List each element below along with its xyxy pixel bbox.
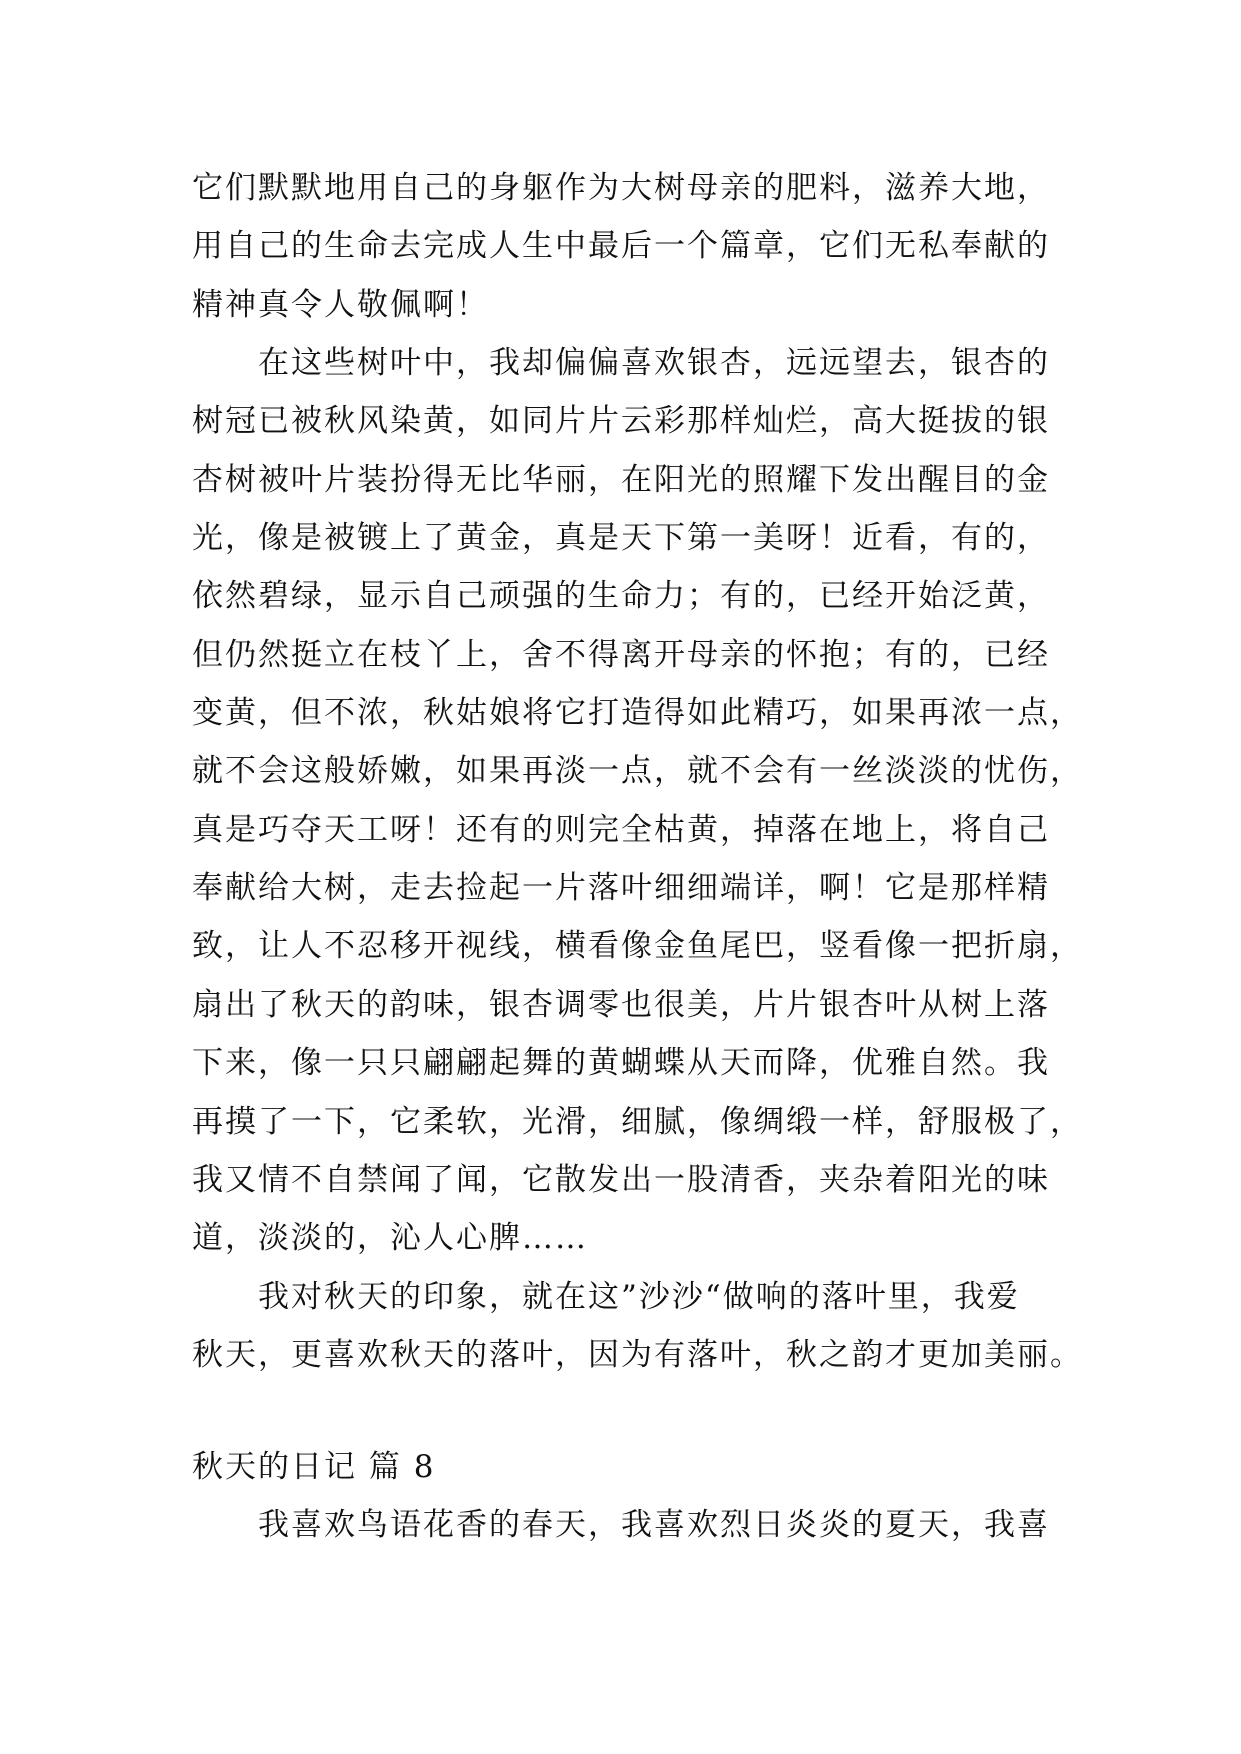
text-line: 它们默默地用自己的身躯作为大树母亲的肥料，滋养大地，: [192, 170, 1050, 206]
paragraph: [192, 159, 1112, 334]
text-line: 秋天，更喜欢秋天的落叶，因为有落叶，秋之韵才更加美丽。: [192, 1336, 1083, 1373]
text-line: 变黄，但不浓，秋姑娘将它打造得如此精巧，如果再浓一点，: [192, 695, 1083, 732]
text-line: 在这些树叶中，我却偏偏喜欢银杏，远远望去，银杏的: [258, 345, 1050, 382]
text-line: 奉献给大树，走去捡起一片落叶细细端详，啊！它是那样精: [192, 870, 1050, 907]
text-line: 道，淡淡的，沁人心脾……: [192, 1220, 588, 1257]
document-body: [192, 159, 1112, 1554]
text-line: 扇出了秋天的韵味，银杏调零也很美，片片银杏叶从树上落: [192, 986, 1050, 1023]
text-line: 致，让人不忍移开视线，横看像金鱼尾巴，竖看像一把折扇，: [192, 928, 1083, 965]
text-line: 树冠已被秋风染黄，如同片片云彩那样灿烂，高大挺拔的银: [192, 403, 1050, 440]
paragraph: [192, 1496, 1112, 1554]
text-line: 下来，像一只只翩翩起舞的黄蝴蝶从天而降，优雅自然。我: [192, 1045, 1050, 1082]
section-heading: 秋天的日记 篇 8: [192, 1448, 436, 1485]
text-line: 再摸了一下，它柔软，光滑，细腻，像绸缎一样，舒服极了，: [192, 1103, 1083, 1140]
text-line: 我又情不自禁闻了闻，它散发出一股清香，夹杂着阳光的味: [192, 1161, 1050, 1198]
text-line: 用自己的生命去完成人生中最后一个篇章，它们无私奉献的: [192, 228, 1050, 265]
text-line: 真是巧夺天工呀！还有的则完全枯黄，掉落在地上，将自己: [192, 811, 1050, 848]
paragraph: [192, 334, 1112, 1268]
text-line: 就不会这般娇嫩，如果再淡一点，就不会有一丝淡淡的忧伤，: [192, 753, 1083, 790]
text-line: 但仍然挺立在枝丫上，舍不得离开母亲的怀抱；有的，已经: [192, 636, 1050, 673]
text-line: 精神真令人敬佩啊！: [192, 286, 489, 323]
text-line: 我对秋天的印象，就在这”沙沙“做响的落叶里，我爱: [258, 1278, 1020, 1315]
text-line: 依然碧绿，显示自己顽强的生命力；有的，已经开始泛黄，: [192, 578, 1050, 615]
paragraph: [192, 1268, 1112, 1385]
text-line: 杏树被叶片装扮得无比华丽，在阳光的照耀下发出醒目的金: [192, 461, 1050, 498]
text-line: 光，像是被镀上了黄金，真是天下第一美呀！近看，有的，: [192, 520, 1050, 557]
blank-line: [192, 1384, 1112, 1438]
text-line: 我喜欢鸟语花香的春天，我喜欢烈日炎炎的夏天，我喜: [258, 1507, 1050, 1544]
